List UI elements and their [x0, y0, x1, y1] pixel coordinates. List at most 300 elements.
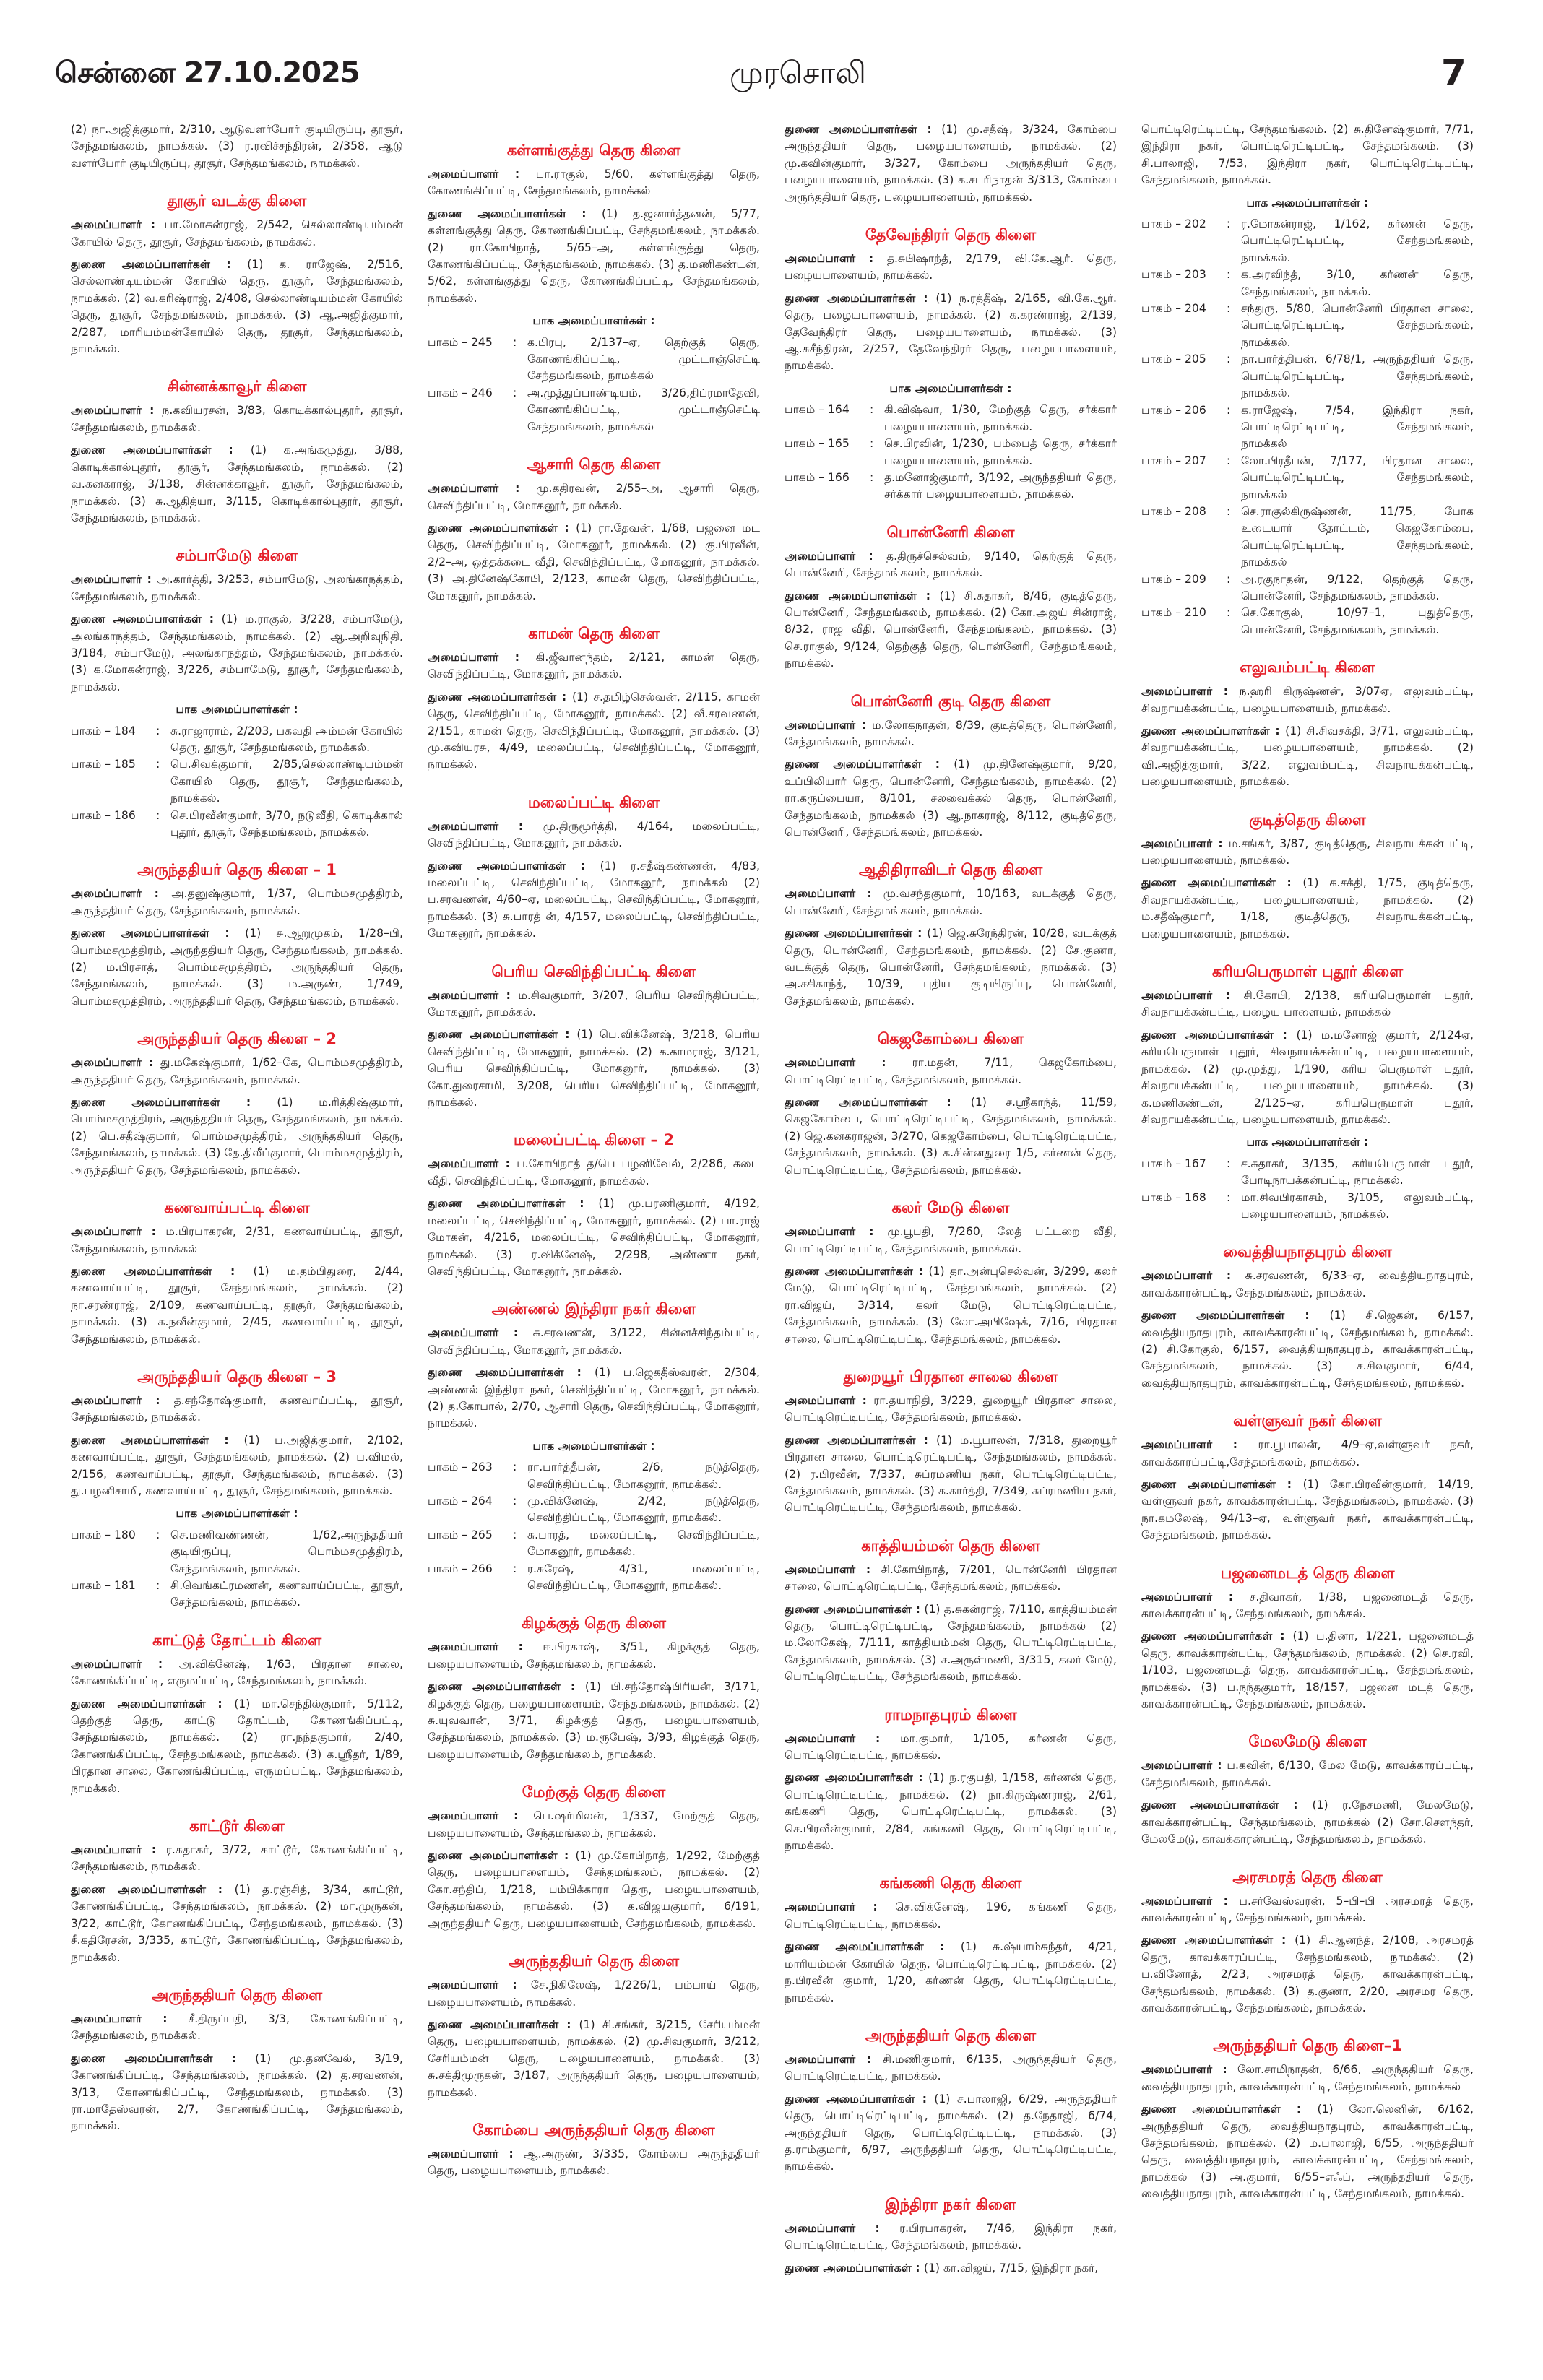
member-paragraph	[428, 1977, 760, 2011]
branch-heading: அருந்ததியர் தெரு கிளை – 2	[137, 1030, 337, 1048]
member-paragraph	[428, 2146, 760, 2180]
member-text: (1) ச.பாலாஜி, 6/29, அருந்ததியர் தெரு, பொட்டிரெட்டிபட்டி, நாமக்கல். (2) த.நேதாஜி, 6/74, அருந்ததியர் தெரு, பொட்டிரெட்டிபட்டி, நாமக்கல். (3) த.ராம்குமார், 6/97, அருந்ததியர் தெரு, பொட்டிரெட்டிபட்டி, நாமக்கல்.	[785, 2092, 1117, 2173]
branch-heading: சின்னக்காவூர் கிளை	[167, 378, 307, 396]
booth-text: கி.விஷ்வா, 1/30, மேற்குத் தெரு, சர்க்கார் பழையபாளையம், நாமக்கல்.	[884, 403, 1117, 433]
booth-entry	[1141, 300, 1474, 351]
branch-heading: தூசூர் வடக்கு கிளை	[167, 192, 307, 210]
member-paragraph	[1141, 987, 1474, 1021]
member-text: (1) மு.சதீஷ், 3/324, கோம்பை அருந்ததியர் தெரு, பழையபாளையம், நாமக்கல். (2) மு.கவின்குமார், 3/327, கோம்பை அருந்ததியர் தெரு, பழையபாளையம், நாமக்கல். (3) க.சபரிநாதன் 3/313, கோம்பை அருந்ததியர் தெரு, பழையபாளையம், நாமக்கல்.	[785, 123, 1117, 204]
member-paragraph	[428, 858, 760, 943]
booth-text: க.ராஜேஷ், 7/54, இந்திரா நகர், பொட்டிரெட்டிபட்டி, சேந்தமங்கலம், நாமக்கல்	[1241, 403, 1474, 451]
booth-colon: :	[1227, 1190, 1231, 1204]
role-label: அமைப்பாளர் :	[1141, 1590, 1250, 1604]
member-paragraph	[785, 548, 1117, 582]
member-text: (1) பி.சந்தோஷ்பிரியன், 3/171, கிழக்குத் தெரு, பழையபாளையம், சேந்தமங்கலம், நாமக்கல். (2) சு.யுவவான், 3/71, கிழக்குத் தெரு, பழையபாளையம், சேந்தமங்கலம், நாமக்கல். (3) ம.ரூபேஷ், 3/93, கிழக்குத் தெரு, பழையபாளையம், சேந்தமங்கலம், நாமக்கல்.	[428, 1680, 760, 1761]
member-paragraph	[428, 1364, 760, 1432]
role-label: அமைப்பாளர் :	[785, 887, 883, 901]
branch-heading: அருந்ததியர் தெரு கிளை	[151, 1986, 323, 2004]
booth-entry	[785, 469, 1117, 503]
role-label: துணை அமைப்பாளர்கள் :	[71, 2051, 256, 2065]
role-label: துணை அமைப்பாளர்கள் :	[71, 258, 248, 272]
role-label: அமைப்பாளர் :	[428, 650, 536, 664]
role-label: துணை அமைப்பாளர்கள் :	[71, 1697, 235, 1710]
booth-label: பாகம் – 246	[428, 386, 493, 399]
role-label: அமைப்பாளர் :	[428, 988, 519, 1002]
branch-heading: கள்ளங்குத்து தெரு கிளை	[506, 142, 681, 159]
booth-text: ரா.பார்த்தீபன், 2/6, நடுத்தெரு, செவிந்திப்பட்டி, மோகனூர், நாமக்கல்.	[527, 1461, 760, 1491]
member-paragraph	[428, 520, 760, 605]
section-subheading: பாக அமைப்பாளர்கள் :	[1246, 196, 1369, 209]
member-text: (1) தா.அன்புசெல்வன், 3/299, கலர் மேடு, பொட்டிரெட்டிபட்டி, சேந்தமங்கலம், நாமக்கல். (2) ரா.விஜய், 3/314, கலர் மேடு, பொட்டிரெட்டிபட்டி, சேந்தமங்கலம், நாமக்கல். (3) லோ.அபிஷேக், 7/16, பிரதான சாலை, பொட்டிரெட்டிபட்டி, சேந்தமங்கலம், நாமக்கல்.	[785, 1264, 1117, 1346]
role-label: துணை அமைப்பாளர்கள் :	[1141, 1630, 1293, 1643]
booth-entry	[1141, 216, 1474, 267]
booth-text: க.பிரபு, 2/137–ஏ, தெற்குத் தெரு, கோணங்கிப்பட்டி, முட்டாஞ்செட்டி சேந்தமங்கலம், நாமக்கல்	[527, 335, 760, 383]
member-text: லோ.சாமிநாதன், 6/66, அருந்ததியர் தெரு, வைத்தியநாதபுரம், காவக்காரன்பட்டி, சேந்தமங்கலம், நாமக்கல்	[1141, 2063, 1474, 2093]
role-label: துணை அமைப்பாளர்கள் :	[428, 1197, 599, 1211]
member-text: (1) லோ.லெனின், 6/162, அருந்ததியர் தெரு, வைத்தியநாதபுரம், காவக்காரன்பட்டி, சேந்தமங்கலம், நாமக்கல். (2) ம.பாலாஜி, 6/55, அருந்ததியர் தெரு, வைத்தியநாதபுரம், காவக்காரன்பட்டி, சேந்தமங்கலம், நாமக்கல் (3) அ.குமார், 6/55–எஃப், அருந்ததியர் தெரு, வைத்தியநாதபுரம், காவக்காரன்பட்டி, சேந்தமங்கலம், நாமக்கல்.	[1141, 2103, 1474, 2201]
role-label: அமைப்பாளர் :	[785, 2052, 883, 2066]
member-paragraph	[1141, 2101, 1474, 2202]
role-label: அமைப்பாளர் :	[428, 2147, 524, 2160]
member-text: (1) ச.தமிழ்செல்வன், 2/115, காமன் தெரு, செவிந்திப்பட்டி, மோகனூர், நாமக்கல். (2) வீ.சரவணன், 2/151, காமன் தெரு, செவிந்திப்பட்டி, மோகனூர், நாமக்கல். (3) மு.கவியரசு, 4/49, மலைப்பட்டி, செவிந்திப்பட்டி, மோகனூர், நாமக்கல்.	[428, 690, 760, 771]
member-text: அ.தனுஷ்குமார், 1/37, பொம்மசமுத்திரம், அருந்ததியர் தெரு, சேந்தமங்கலம், நாமக்கல்.	[71, 887, 403, 917]
booth-text: நா.பார்த்திபன், 6/78/1, அருந்ததியர் தெரு, பொட்டிரெட்டிபட்டி, சேந்தமங்கலம், நாமக்கல்.	[1241, 352, 1474, 400]
member-paragraph	[71, 611, 403, 696]
booth-colon: :	[513, 386, 517, 399]
booth-text: த.மனோஜ்குமார், 3/192, அருந்ததியர் தெரு, சர்க்கார் பழையபாளையம், நாமக்கல்.	[884, 470, 1117, 501]
role-label: அமைப்பாளர் :	[428, 1978, 531, 1992]
member-text: மு.பூபதி, 7/260, லேத் பட்டறை வீதி, பொட்டிரெட்டிபட்டி, சேந்தமங்கலம், நாமக்கல்.	[785, 1225, 1117, 1255]
role-label: அமைப்பாளர் :	[1141, 1438, 1258, 1452]
member-paragraph	[71, 121, 403, 172]
member-text: (1) மு.தனவேல், 3/19, கோணங்கிப்பட்டி, சேந்தமங்கலம், நாமக்கல். (2) த.சரவணன், 3/13, கோணங்கிப்பட்டி, சேந்தமங்கலம், நாமக்கல். (3) ரா.மாதேஸ்வரன், 2/7, கோணங்கிப்பட்டி, சேந்தமங்கலம், நாமக்கல்.	[71, 2051, 403, 2133]
booth-colon: :	[513, 1528, 517, 1541]
booth-text: சந்துரு, 5/80, பொன்னேரி பிரதான சாலை, பொட்டிரெட்டிபட்டி, சேந்தமங்கலம், நாமக்கல்.	[1241, 302, 1474, 349]
member-text: (1) சி.ஜெகன், 6/157, வைத்தியநாதபுரம், காவக்காரன்பட்டி, சேந்தமங்கலம், நாமக்கல். (2) சி.கோகுல், 6/157, வைத்தியநாதபுரம், காவக்காரன்பட்டி, சேந்தமங்கலம், நாமக்கல். (3) ச.சிவகுமார், 6/44, வைத்தியநாதபுரம், காவக்காரன்பட்டி, சேந்தமங்கலம், நாமக்கல்.	[1141, 1309, 1474, 1390]
branch-heading: பொன்னேரி கிளை	[886, 523, 1015, 541]
booth-entry	[428, 1493, 760, 1527]
member-paragraph	[1141, 836, 1474, 870]
booth-entry	[71, 1578, 403, 1611]
member-paragraph	[785, 251, 1117, 285]
role-label: துணை அமைப்பாளர்கள் :	[428, 1028, 577, 1042]
booth-colon: :	[1227, 606, 1231, 620]
branch-heading: கரியபெருமாள் புதூர் கிளை	[1211, 963, 1404, 981]
column-2	[428, 121, 760, 2360]
member-text: கி.ஜீவானந்தம், 2/121, காமன் தெரு, செவிந்திப்பட்டி, மோகனூர், நாமக்கல்.	[428, 650, 760, 681]
branch-heading: துறையூர் பிரதான சாலை கிளை	[843, 1367, 1058, 1385]
booth-text: அ.ரகுநாதன், 9/122, தெற்குத் தெரு, பொன்னேரி, சேந்தமங்கலம், நாமக்கல்.	[1241, 572, 1474, 602]
branch-heading: வைத்தியநாதபுரம் கிளை	[1223, 1243, 1392, 1261]
booth-entry	[785, 402, 1117, 436]
branch-heading: இந்திரா நகர் கிளை	[885, 2195, 1016, 2213]
branch-heading: அருந்ததியர் தெரு கிளை–1	[1213, 2037, 1402, 2055]
member-text: (1) ரா.தேவன், 1/68, பஜனை மட தெரு, செவிந்திப்பட்டி, மோகனூர், நாமக்கல். (2) கு.பிரவீன், 2/2–அ, ஒத்தக்கடை வீதி, செவிந்திப்பட்டி, மோகனூர், நாமக்கல். (3) அ.தினேஷ்கோபி, 2/123, காமன் தெரு, செவிந்திப்பட்டி, மோகனூர், நாமக்கல்.	[428, 521, 760, 602]
member-paragraph	[1141, 723, 1474, 791]
member-text: ம.லோகநாதன், 8/39, குடித்தெரு, பொன்னேரி, சேந்தமங்கலம், நாமக்கல்.	[785, 718, 1117, 748]
booth-colon: :	[1227, 1156, 1231, 1170]
member-text: (1) ம.தம்பிதுரை, 2/44, கணவாய்பட்டி, தூசூர், சேந்தமங்கலம், நாமக்கல். (2) நா.சரண்ராஜ், 2/109, கணவாய்பட்டி, தூசூர், சேந்தமங்கலம், நாமக்கல். (3) க.நவீன்குமார், 2/45, கணவாய்பட்டி, தூசூர், சேந்தமங்கலம், நாமக்கல்.	[71, 1264, 403, 1346]
paper-name: முரசொலி	[730, 55, 866, 90]
booth-text: ர.மோகன்ராஜ், 1/162, கர்ணன் தெரு, பொட்டிரெட்டிபட்டி, சேந்தமங்கலம், நாமக்கல்.	[1241, 217, 1474, 264]
role-label: துணை அமைப்பாளர்கள் :	[785, 1264, 929, 1278]
role-label: துணை அமைப்பாளர்கள் :	[785, 1771, 929, 1785]
member-text: த.சுபிஷாந்த், 2/179, வி.கே.ஆர். தெரு, பழையபாளையம், நாமக்கல்.	[785, 252, 1117, 282]
role-label: துணை அமைப்பாளர்கள் :	[785, 589, 940, 602]
member-text: ந.ஹரி கிருஷ்ணன், 3/07ஏ, எலுவம்பட்டி, சிவநாயக்கன்பட்டி, பழையபாளையம், நாமக்கல்.	[1141, 685, 1474, 715]
booth-label: பாகம் – 208	[1141, 504, 1206, 518]
member-paragraph	[428, 1639, 760, 1673]
booth-colon: :	[1227, 302, 1231, 316]
booth-text: செ.கோகுல், 10/97–1, புதுத்தெரு, பொன்னேரி, சேந்தமங்கலம், நாமக்கல்.	[1241, 606, 1474, 636]
role-label: துணை அமைப்பாளர்கள் :	[1141, 1934, 1295, 1947]
member-text: (1) மு.கோபிநாத், 1/292, மேற்குத் தெரு, பழையபாளையம், சேந்தமங்கலம், நாமக்கல். (2) கோ.சந்திப், 1/218, பம்பிக்காரா தெரு, பழையபாளையம், சேந்தமங்கலம், நாமக்கல். (3) க.விஜயகுமார், 6/191, அருந்ததியர் தெரு, பழையபாளையம், சேந்தமங்கலம், நாமக்கல்.	[428, 1849, 760, 1930]
role-label: துணை அமைப்பாளர்கள் :	[428, 207, 602, 220]
member-paragraph	[1141, 1932, 1474, 2017]
role-label: அமைப்பாளர் :	[785, 1731, 901, 1745]
branch-heading: காட்டூர் கிளை	[189, 1817, 285, 1835]
booth-colon: :	[870, 470, 874, 484]
role-label: அமைப்பாளர் :	[428, 1640, 543, 1654]
member-paragraph	[785, 1263, 1117, 1348]
booth-label: பாகம் – 207	[1141, 454, 1206, 467]
booth-text: மு.விக்னேஷ், 2/42, நடுத்தெரு, செவிந்திப்பட்டி, மோகனூர், நாமக்கல்.	[527, 1494, 760, 1525]
role-label: துணை அமைப்பாளர்கள் :	[428, 1849, 576, 1863]
member-paragraph	[1141, 2061, 1474, 2095]
member-paragraph	[1141, 121, 1474, 189]
member-paragraph	[71, 2051, 403, 2135]
member-paragraph	[1141, 683, 1474, 717]
booth-text: செ.மணிவண்ணன், 1/62,அருந்ததியர் குடியிருப்பு, பொம்மசமுத்திரம், சேந்தமங்கலம், நாமக்கல்.	[170, 1528, 403, 1575]
member-paragraph	[1141, 1027, 1474, 1128]
booth-entry	[71, 808, 403, 841]
booth-text: சு.ராஜாராம், 2/203, பகவதி அம்மன் கோயில் தெரு, தூசூர், சேந்தமங்கலம், நாமக்கல்.	[170, 724, 403, 754]
member-paragraph	[71, 571, 403, 605]
member-text: (1) பெ.விக்னேஷ், 3/218, பெரிய செவிந்திப்பட்டி, மோகனூர், நாமக்கல். (2) க.காமராஜ், 3/121, பெரிய செவிந்திப்பட்டி, மோகனூர், நாமக்கல். (3) கோ.துரைசாமி, 3/208, பெரிய செவிந்திப்பட்டி, மோகனூர், நாமக்கல்.	[428, 1028, 760, 1109]
booth-entry	[1141, 351, 1474, 402]
member-text: மு.வசந்தகுமார், 10/163, வடக்குத் தெரு, பொன்னேரி, சேந்தமங்கலம், நாமக்கல்.	[785, 887, 1117, 917]
booth-label: பாகம் – 184	[71, 724, 136, 737]
member-text: மா.குமார், 1/105, கர்ணன் தெரு, பொட்டிரெட்டிபட்டி, நாமக்கல்.	[785, 1731, 1117, 1762]
booth-entry	[1141, 605, 1474, 639]
member-text: ப.கோபிநாத் த/பெ பழனிவேல், 2/286, கடை வீதி, செவிந்திப்பட்டி, மோகனூர், நாமக்கல்.	[428, 1157, 760, 1187]
member-paragraph	[785, 717, 1117, 751]
member-text: (1) த.ஜனார்த்தனன், 5/77, கள்ளங்குத்து தெரு, கோணங்கிப்பட்டி, சேந்தமங்கலம், நாமக்கல். (2) ரா.கோபிநாத், 5/65–அ, கள்ளங்குத்து தெரு, கோணங்கிப்பட்டி, சேந்தமங்கலம், நாமக்கல். (3) த.மணிகண்டன், 5/62, கள்ளங்குத்து தெரு, கோணங்கிப்பட்டி, சேந்தமங்கலம், நாமக்கல்.	[428, 207, 760, 305]
role-label: துணை அமைப்பாளர்கள் :	[785, 2092, 935, 2106]
member-text: சி.மணிகுமார், 6/135, அருந்ததியர் தெரு, பொட்டிரெட்டிபட்டி, நாமக்கல்.	[785, 2052, 1117, 2083]
booth-entry	[71, 1527, 403, 1578]
branch-heading: கங்கணி தெரு கிளை	[879, 1874, 1022, 1892]
member-text: (1) த.சுகன்ராஜ், 7/110, காத்தியம்மன் தெரு, பொட்டிரெட்டிபட்டி, சேந்தமங்கலம், நாமக்கல் (2) ம.லோகேஷ், 7/111, காத்தியம்மன் தெரு, பொட்டிரெட்டிபட்டி, சேந்தமங்கலம், நாமக்கல். (3) ச.அருள்மணி, 3/315, கலர் மேடு, பொட்டிரெட்டிபட்டி, சேந்தமங்கலம், நாமக்கல்.	[785, 1602, 1117, 1684]
member-text: (1) ஜெ.சுரேந்திரன், 10/28, வடக்குத் தெரு, பொன்னேரி, சேந்தமங்கலம், நாமக்கல். (2) சே.குணா, வடக்குத் தெரு, பொன்னேரி, சேந்தமங்கலம், நாமக்கல். (3) அ.சசிகாந்த், 10/39, புதிய குடியிருப்பு, பொன்னேரி, சேந்தமங்கலம், நாமக்கல்.	[785, 927, 1117, 1008]
member-text: (1) த.ரஞ்சித், 3/34, காட்டூர், கோணங்கிப்பட்டி, சேந்தமங்கலம், நாமக்கல். (2) மா.முருகன், 3/22, காட்டூர், கோணங்கிப்பட்டி, சேந்தமங்கலம், நாமக்கல். (3) சீ.கதிரேசன், 3/335, காட்டூர், கோணங்கிப்பட்டி, சேந்தமங்கலம், நாமக்கல்.	[71, 1882, 403, 1964]
booth-colon: :	[1227, 217, 1231, 231]
member-text: பா.மோகன்ராஜ், 2/542, செல்லாண்டியம்மன் கோயில் தெரு, தூசூர், சேந்தமங்கலம், நாமக்கல்.	[71, 218, 403, 248]
branch-heading: எலுவம்பட்டி கிளை	[1240, 659, 1375, 677]
role-label: துணை அமைப்பாளர்கள் :	[71, 927, 246, 940]
member-paragraph	[1141, 1268, 1474, 1302]
member-paragraph	[1141, 1893, 1474, 1927]
member-text: (1) க. ராஜேஷ், 2/516, செல்லாண்டியம்மன் கோயில் தெரு, தூசூர், சேந்தமங்கலம், நாமக்கல். (2) வ.கரிஷ்ராஜ், 2/408, செல்லாண்டியம்மன் கோயில் தெரு, தூசூர், சேந்தமங்கலம், நாமக்கல். (3) ஆ.அஜித்குமார், 2/287, மாரியம்மன்கோயில் தெரு, தூசூர், சேந்தமங்கலம், நாமக்கல்.	[71, 258, 403, 356]
booth-entry	[428, 385, 760, 436]
member-paragraph	[428, 166, 760, 200]
role-label: அமைப்பாளர் :	[1141, 836, 1229, 850]
member-paragraph	[785, 2260, 1117, 2277]
section-subheading: பாக அமைப்பாளர்கள் :	[889, 381, 1012, 395]
role-label: அமைப்பாளர் :	[428, 168, 536, 181]
member-paragraph	[785, 1094, 1117, 1179]
member-paragraph	[71, 1094, 403, 1179]
member-text: (1) கோ.பிரவீன்குமார், 14/19, வள்ளுவர் நகர், காவக்காரன்பட்டி, சேந்தமங்கலம், நாமக்கல். (3) நா.கமலேஷ், 94/13–ஏ, வள்ளுவர் நகர், காவக்காரன்பட்டி, சேந்தமங்கலம், நாமக்கல்.	[1141, 1478, 1474, 1542]
booth-label: பாகம் – 263	[428, 1461, 493, 1474]
member-text: (1) ந.ரத்தீஷ், 2/165, வி.கே.ஆர். தெரு, பழையபாளையம், நாமக்கல். (2) க.கரண்ராஜ், 2/139, தேவேந்திரர் தெரு, பழையபாளையம், நாமக்கல். (3) ஆ.சுசீந்திரன், 2/257, தேவேந்திரர் தெரு, பழையபாளையம், நாமக்கல்.	[785, 291, 1117, 373]
member-text: த.சந்தோஷ்குமார், கணவாய்பட்டி, தூசூர், சேந்தமங்கலம், நாமக்கல்.	[71, 1393, 403, 1424]
member-paragraph	[71, 1656, 403, 1690]
member-text: ஆ.அருண், 3/335, கோம்பை அருந்ததியர் தெரு, பழையபாளையம், நாமக்கல்.	[428, 2147, 760, 2178]
branch-heading: அருந்ததியர் தெரு கிளை	[865, 2026, 1037, 2044]
role-label: துணை அமைப்பாளர்கள் :	[71, 1096, 277, 1109]
member-text: அ.கார்த்தி, 3/253, சம்பாமேடு, அலங்காநத்தம், சேந்தமங்கலம், நாமக்கல்.	[71, 573, 403, 603]
member-paragraph	[785, 2220, 1117, 2254]
booth-text: செ.பிரவீன்குமார், 3/70, நடுவீதி, கொடிக்கால் புதூர், தூசூர், சேந்தமங்கலம், நாமக்கல்.	[170, 808, 403, 839]
branch-heading: கிழக்குத் தெரு கிளை	[522, 1614, 666, 1632]
role-label: அமைப்பாளர் :	[785, 1562, 881, 1576]
role-label: அமைப்பாளர் :	[1141, 2063, 1238, 2077]
member-paragraph	[428, 818, 760, 852]
member-text: (1) ச.ஸ்ரீகாந்த், 11/59, கெஜகோம்பை, பொட்டிரெட்டிபட்டி, சேந்தமங்கலம், நாமக்கல். (2) ஜெ.கனகராஜன், 3/270, கெஜகோம்பை, பொட்டிரெட்டிபட்டி, சேந்தமங்கலம், நாமக்கல். (3) க.சின்னதுரை 1/5, கர்ணன் தெரு, பொட்டிரெட்டிபட்டி, சேந்தமங்கலம், நாமக்கல்.	[785, 1096, 1117, 1177]
booth-entry	[1141, 453, 1474, 503]
branch-heading: பெரிய செவிந்திப்பட்டி கிளை	[491, 962, 696, 980]
member-text: (1) ர.சதீஷ்கண்ணன், 4/83, மலைப்பட்டி, செவிந்திப்பட்டி, மோகனூர், நாமக்கல் (2) ப.சரவணன், 4/60–ஏ, மலைப்பட்டி, செவிந்திப்பட்டி, மோகனூர், நாமக்கல். (3) சு.பாரத் ன், 4/157, மலைப்பட்டி, செவிந்திப்பட்டி, மோகனூர், நாமக்கல்.	[428, 859, 760, 940]
member-paragraph	[71, 925, 403, 1010]
member-text: ச.திவாகர், 1/38, பஜனைமடத் தெரு, காவக்காரன்பட்டி, சேந்தமங்கலம், நாமக்கல்.	[1141, 1590, 1474, 1621]
booth-label: பாகம் – 185	[71, 758, 136, 771]
branch-heading: ஆதிதிராவிடர் தெரு கிளை	[858, 861, 1043, 879]
member-text: (1) ம.ரித்திஷ்குமார், பொம்மசமுத்திரம், அருந்ததியர் தெரு, சேந்தமங்கலம், நாமக்கல். (2) பெ.சதீஷ்குமார், பொம்மசமுத்திரம், அருந்ததியர் தெரு, சேந்தமங்கலம், நாமக்கல். (3) தே.திலீப்குமார், பொம்மசமுத்திரம், அருந்ததியர் தெரு, சேந்தமங்கலம், நாமக்கல்.	[71, 1096, 403, 1177]
member-text: (1) ம.ராகுல், 3/228, சம்பாமேடு, அலங்காநத்தம், சேந்தமங்கலம், நாமக்கல். (2) ஆ.அறிவுநிதி, 3/184, சம்பாமேடு, அலங்காநத்தம், சேந்தமங்கலம், நாமக்கல். (3) க.மோகன்ராஜ், 3/226, சம்பாமேடு, தூசூர், சேந்தமங்கலம், நாமக்கல்.	[71, 613, 403, 693]
role-label: அமைப்பாளர் :	[785, 549, 887, 563]
member-paragraph	[785, 1939, 1117, 2007]
member-paragraph	[785, 1770, 1117, 1854]
role-label: அமைப்பாளர் :	[71, 1657, 179, 1671]
booth-label: பாகம் – 202	[1141, 217, 1206, 231]
branch-heading: ஆசாரி தெரு கிளை	[527, 456, 661, 474]
booth-colon: :	[1227, 572, 1231, 586]
member-paragraph	[71, 1393, 403, 1427]
member-paragraph	[428, 1808, 760, 1842]
member-text: மு.கதிரவன், 2/55–அ, ஆசாரி தெரு, செவிந்திப்பட்டி, மோகனூர், நாமக்கல்.	[428, 482, 760, 512]
booth-text: சு.பாரத், மலைப்பட்டி, செவிந்திப்பட்டி, மோகனூர், நாமக்கல்.	[527, 1528, 760, 1559]
role-label: அமைப்பாளர் :	[1141, 1894, 1240, 1908]
member-paragraph	[785, 1562, 1117, 1596]
booth-text: செ.பிரவின், 1/230, பம்பைத் தெரு, சர்க்கார் பழையபாளையம், நாமக்கல்.	[884, 437, 1117, 467]
section-subheading: பாக அமைப்பாளர்கள் :	[176, 703, 298, 717]
booth-label: பாகம் – 265	[428, 1528, 493, 1541]
role-label: அமைப்பாளர் :	[428, 482, 537, 496]
booth-label: பாகம் – 210	[1141, 606, 1206, 620]
member-text: (1) ம.பூபாலன், 7/318, துறையூர் பிரதான சாலை, பொட்டிரெட்டிபட்டி, சேந்தமங்கலம், நாமக்கல். (2) ர.பிரவீன், 7/337, சுப்ரமணிய நகர், பொட்டிரெட்டிபட்டி, சேந்தமங்கலம், நாமக்கல். (3) க.கார்த்தி, 7/349, சுப்ரமணிய நகர், பொட்டிரெட்டிபட்டி, சேந்தமங்கலம், நாமக்கல்.	[785, 1433, 1117, 1515]
branch-heading: ராமநாதபுரம் கிளை	[884, 1705, 1017, 1723]
booth-entry	[428, 1459, 760, 1493]
column-4	[1141, 121, 1474, 2360]
role-label: அமைப்பாளர் :	[71, 1843, 166, 1857]
role-label: அமைப்பாளர் :	[785, 718, 873, 732]
member-text: ஈ.பிரகாஷ், 3/51, கிழக்குத் தெரு, பழையபாளையம், சேந்தமங்கலம், நாமக்கல்.	[428, 1640, 760, 1671]
role-label: அமைப்பாளர் :	[785, 1056, 912, 1070]
booth-entry	[71, 723, 403, 757]
branch-heading: வள்ளுவர் நகர் கிளை	[1233, 1412, 1382, 1430]
branch-heading: மலைப்பட்டி கிளை	[527, 793, 660, 811]
role-label: துணை அமைப்பாளர்கள் :	[1141, 1799, 1313, 1812]
member-paragraph	[71, 886, 403, 919]
member-text: ர.சுதாகர், 3/72, காட்டூர், கோணங்கிப்பட்டி, சேந்தமங்கலம், நாமக்கல்.	[71, 1843, 403, 1874]
role-label: துணை அமைப்பாளர்கள் :	[785, 1602, 925, 1616]
member-text: பெ.ஷர்மிலன், 1/337, மேற்குத் தெரு, பழையபாளையம், சேந்தமங்கலம், நாமக்கல்.	[428, 1809, 760, 1840]
member-text: பா.ராகுல், 5/60, கள்ளங்குத்து தெரு, கோணங்கிப்பட்டி, சேந்தமங்கலம், நாமக்கல்	[428, 168, 760, 198]
member-text: (1) சி.சிவசக்தி, 3/71, எலுவம்பட்டி, சிவநாயக்கன்பட்டி, பழையபாளையம், நாமக்கல். (2) வி.அஜித்குமார், 3/22, எலுவம்பட்டி, சிவநாயக்கன்பட்டி, பழையபாளையம், நாமக்கல்.	[1141, 724, 1474, 789]
booth-colon: :	[1227, 454, 1231, 467]
branch-heading: அருந்ததியர் தெரு கிளை – 3	[137, 1367, 337, 1385]
role-label: அமைப்பாளர் :	[71, 1225, 166, 1239]
booth-entry	[1141, 402, 1474, 453]
booth-label: பாகம் – 203	[1141, 268, 1206, 282]
booth-entry	[428, 334, 760, 385]
booth-text: பெ.சிவக்குமார், 2/85,செல்லாண்டியம்மன் கோயில் தெரு, தூசூர், சேந்தமங்கலம், நாமக்கல்.	[170, 758, 403, 805]
member-text: ம.பிரபாகரன், 2/31, கணவாய்பட்டி, தூசூர், சேந்தமங்கலம், நாமக்கல்	[71, 1225, 403, 1255]
branch-heading: காமன் தெரு கிளை	[528, 624, 660, 642]
booth-label: பாகம் – 205	[1141, 352, 1206, 366]
member-paragraph	[428, 1679, 760, 1763]
role-label: துணை அமைப்பாளர்கள் :	[428, 690, 572, 704]
member-text: (1) ர.நேசமணி, மேலமேடு, காவக்காரன்பட்டி, சேந்தமங்கலம், நாமக்கல் (2) சோ.சௌந்தர், மேலமேடு, காவக்காரன்பட்டி, சேந்தமங்கலம், நாமக்கல்.	[1141, 1799, 1474, 1846]
branch-heading: சம்பாமேடு கிளை	[176, 547, 298, 565]
member-paragraph	[428, 649, 760, 683]
member-paragraph	[428, 1848, 760, 1932]
member-text: (1) சி.சங்கர், 3/215, சேரியம்மன் தெரு, பழையபாளையம், நாமக்கல். (2) மு.சிவகுமார், 3/212, சேரியம்மன் தெரு, பழையபாளையம், நாமக்கல். (3) சு.சக்திமுருகன், 3/187, அருந்ததியர் தெரு, பழையபாளையம், நாமக்கல்.	[428, 2017, 760, 2099]
member-paragraph	[785, 2051, 1117, 2085]
member-text: த.திருச்செல்வம், 9/140, தெற்குத் தெரு, பொன்னேரி, சேந்தமங்கலம், நாமக்கல்.	[785, 549, 1117, 580]
member-text: பொட்டிரெட்டிபட்டி, சேந்தமங்கலம். (2) சு.தினேஷ்குமார், 7/71, இந்திரா நகர், பொட்டிரெட்டிபட்டி, சேந்தமங்கலம். (3) சி.பாலாஜி, 7/53, இந்திரா நகர், பொட்டிரெட்டிபட்டி, சேந்தமங்கலம், நாமக்கல்.	[1141, 123, 1474, 187]
member-paragraph	[1141, 875, 1474, 943]
member-paragraph	[71, 1882, 403, 1966]
booth-colon: :	[156, 724, 160, 737]
member-text: (1) ம.மனோஜ் குமார், 2/124ஏ, கரியபெருமாள் புதூர், சிவநாயக்கன்பட்டி, பழையபாளையம், நாமக்கல். (2) மு.முத்து, 1/190, கரிய பெருமாள் புதூர், சிவநாயக்கன்பட்டி, பழையபாளையம், நாமக்கல். (3) க.மணிகண்டன், 2/125–ஏ, கரியபெருமாள் புதூர், சிவநாயக்கன்பட்டி, பழையபாளையம், நாமக்கல்.	[1141, 1028, 1474, 1126]
member-paragraph	[785, 1601, 1117, 1686]
role-label: துணை அமைப்பாளர்கள் :	[428, 521, 576, 535]
role-label: அமைப்பாளர் :	[428, 1157, 517, 1171]
booth-label: பாகம் – 180	[71, 1528, 136, 1541]
booth-entry	[1141, 503, 1474, 571]
booth-colon: :	[870, 437, 874, 451]
section-subheading: பாக அமைப்பாளர்கள் :	[532, 1439, 655, 1453]
booth-colon: :	[1227, 403, 1231, 417]
column-1	[71, 121, 403, 2360]
role-label: அமைப்பாளர் :	[1141, 989, 1244, 1003]
booth-text: செ.ராகுல்கிருஷ்ணன், 11/75, போக உடையார் தோட்டம், கெஜகோம்பை, பொட்டிரெட்டிபட்டி, சேந்தமங்கலம், நாமக்கல்	[1241, 504, 1474, 569]
member-paragraph	[71, 1055, 403, 1089]
branch-heading: பஜனைமடத் தெரு கிளை	[1220, 1564, 1395, 1582]
masthead	[0, 0, 1543, 108]
member-paragraph	[71, 442, 403, 527]
member-text: (1) சி.சுதாகர், 8/46, குடித்தெரு, பொன்னேரி, சேந்தமங்கலம், நாமக்கல். (2) கோ.அஜய் சின்ராஜ், 8/32, ராஜ வீதி, பொன்னேரி, சேந்தமங்கலம், நாமக்கல். (3) செ.ராகுல், 9/124, தெற்குத் தெரு, பொன்னேரி, சேந்தமங்கலம், நாமக்கல்.	[785, 589, 1117, 670]
article-columns	[71, 121, 1479, 2360]
role-label: துணை அமைப்பாளர்கள் :	[71, 1264, 254, 1278]
role-label: அமைப்பாளர் :	[71, 573, 157, 587]
member-text: ப.கவின், 6/130, மேல மேடு, காவக்காரப்பட்டி, சேந்தமங்கலம், நாமக்கல்.	[1141, 1759, 1474, 1789]
role-label: துணை அமைப்பாளர்கள் :	[785, 927, 928, 940]
role-label: துணை அமைப்பாளர்கள் :	[1141, 1028, 1297, 1042]
booth-text: ர.சுரேஷ், 4/31, மலைப்பட்டி, செவிந்திப்பட்டி, மோகனூர், நாமக்கல்.	[527, 1562, 760, 1592]
member-paragraph	[71, 1432, 403, 1500]
role-label: துணை அமைப்பாளர்கள் :	[1141, 1309, 1330, 1323]
member-paragraph	[1141, 1476, 1474, 1544]
member-text: து.மகேஷ்குமார், 1/62–கே, பொம்மசமுத்திரம், அருந்ததியர் தெரு, சேந்தமங்கலம், நாமக்கல்.	[71, 1056, 403, 1086]
member-paragraph	[71, 1696, 403, 1797]
booth-entry	[1141, 267, 1474, 300]
member-text: சே.நிகிலேஷ், 1/226/1, பம்பாய் தெரு, பழையபாளையம், நாமக்கல்.	[428, 1978, 760, 2009]
member-paragraph	[1141, 1307, 1474, 1392]
branch-heading: அருந்ததியர் தெரு கிளை – 1	[137, 861, 337, 879]
branch-heading: மலைப்பட்டி கிளை – 2	[514, 1131, 674, 1149]
member-paragraph	[785, 588, 1117, 672]
role-label: அமைப்பாளர் :	[71, 404, 163, 417]
booth-entry	[785, 436, 1117, 469]
branch-heading: அருந்ததியர் தெரு கிளை	[508, 1952, 680, 1970]
branch-heading: கெஜகோம்பை கிளை	[877, 1030, 1024, 1048]
booth-label: பாகம் – 266	[428, 1562, 493, 1575]
member-paragraph	[428, 2017, 760, 2101]
branch-heading: அண்ணல் இந்திரா நகர் கிளை	[491, 1300, 696, 1318]
member-text: (1) க.அங்கமுத்து, 3/88, கொடிக்கால்புதூர், தூசூர், சேந்தமங்கலம், நாமக்கல். (2) வ.கனகராஜ், 3/138, சின்னக்காவூர், தூசூர், சேந்தமங்கலம், நாமக்கல். (3) சு.ஆதித்யா, 3/115, கொடிக்கால்புதூர், தூசூர், சேந்தமங்கலம், நாமக்கல்.	[71, 443, 403, 524]
booth-entry	[428, 1527, 760, 1561]
branch-heading: அரசமரத் தெரு கிளை	[1232, 1868, 1383, 1886]
role-label: துணை அமைப்பாளர்கள் :	[428, 859, 600, 873]
member-paragraph	[1141, 1757, 1474, 1791]
booth-entry	[71, 756, 403, 807]
branch-heading: காட்டுத் தோட்டம் கிளை	[152, 1631, 322, 1649]
booth-label: பாகம் – 206	[1141, 403, 1206, 417]
member-paragraph	[428, 206, 760, 307]
role-label: அமைப்பாளர் :	[1141, 1759, 1227, 1773]
booth-label: பாகம் – 186	[71, 808, 136, 822]
booth-entry	[428, 1561, 760, 1595]
role-label: அமைப்பாளர் :	[785, 1225, 888, 1239]
booth-colon: :	[156, 1528, 160, 1541]
member-paragraph	[428, 1026, 760, 1111]
booth-colon: :	[156, 758, 160, 771]
booth-text: மா.சிவபிரகாசம், 3/105, எலுவம்பட்டி, பழையபாளையம், நாமக்கல்.	[1241, 1190, 1474, 1221]
booth-label: பாகம் – 204	[1141, 302, 1206, 316]
booth-colon: :	[513, 1494, 517, 1507]
member-paragraph	[428, 987, 760, 1021]
section-subheading: பாக அமைப்பாளர்கள் :	[1246, 1135, 1369, 1149]
role-label: துணை அமைப்பாளர்கள் :	[785, 123, 942, 136]
member-text: ம.சங்கர், 3/87, குடித்தெரு, சிவநாயக்கன்பட்டி, பழையபாளையம், நாமக்கல்.	[1141, 836, 1474, 867]
branch-heading: பொன்னேரி குடி தெரு கிளை	[850, 692, 1051, 710]
role-label: அமைப்பாளர் :	[428, 819, 543, 833]
role-label: அமைப்பாளர் :	[785, 1900, 896, 1914]
member-paragraph	[1141, 1628, 1474, 1713]
booth-colon: :	[513, 1461, 517, 1474]
member-text: ரா.பூபாலன், 4/9–ஏ,வள்ளுவர் நகர், காவக்காரப்பட்டி,சேந்தமங்கலம், நாமக்கல்.	[1141, 1438, 1474, 1468]
page-number: 7	[1441, 52, 1466, 94]
member-text: ப.சர்வேஸ்வரன், 5–பி–பி அரசமரத் தெரு, காவக்காரன்பட்டி, சேந்தமங்கலம், நாமக்கல்.	[1141, 1894, 1474, 1924]
member-text: ரா.மதன், 7/11, கெஜகோம்பை, பொட்டிரெட்டிபட்டி, சேந்தமங்கலம், நாமக்கல்.	[785, 1056, 1117, 1086]
member-text: (1) மு.பரணிகுமார், 4/192, மலைப்பட்டி, செவிந்திப்பட்டி, மோகனூர், நாமக்கல். (2) பா.ராஜ் மோகன், 4/216, மலைப்பட்டி, செவிந்திப்பட்டி, மோகனூர், நாமக்கல். (3) ர.விக்னேஷ், 2/298, அண்ணா நகர், செவிந்திப்பட்டி, மோகனூர், நாமக்கல்.	[428, 1197, 760, 1278]
member-paragraph	[785, 1393, 1117, 1427]
role-label: துணை அமைப்பாளர்கள் :	[428, 1366, 595, 1380]
member-text: அ.விக்னேஷ், 1/63, பிரதான சாலை, கோணங்கிப்பட்டி, எருமப்பட்டி, சேந்தமங்கலம், நாமக்கல்.	[71, 1657, 403, 1688]
